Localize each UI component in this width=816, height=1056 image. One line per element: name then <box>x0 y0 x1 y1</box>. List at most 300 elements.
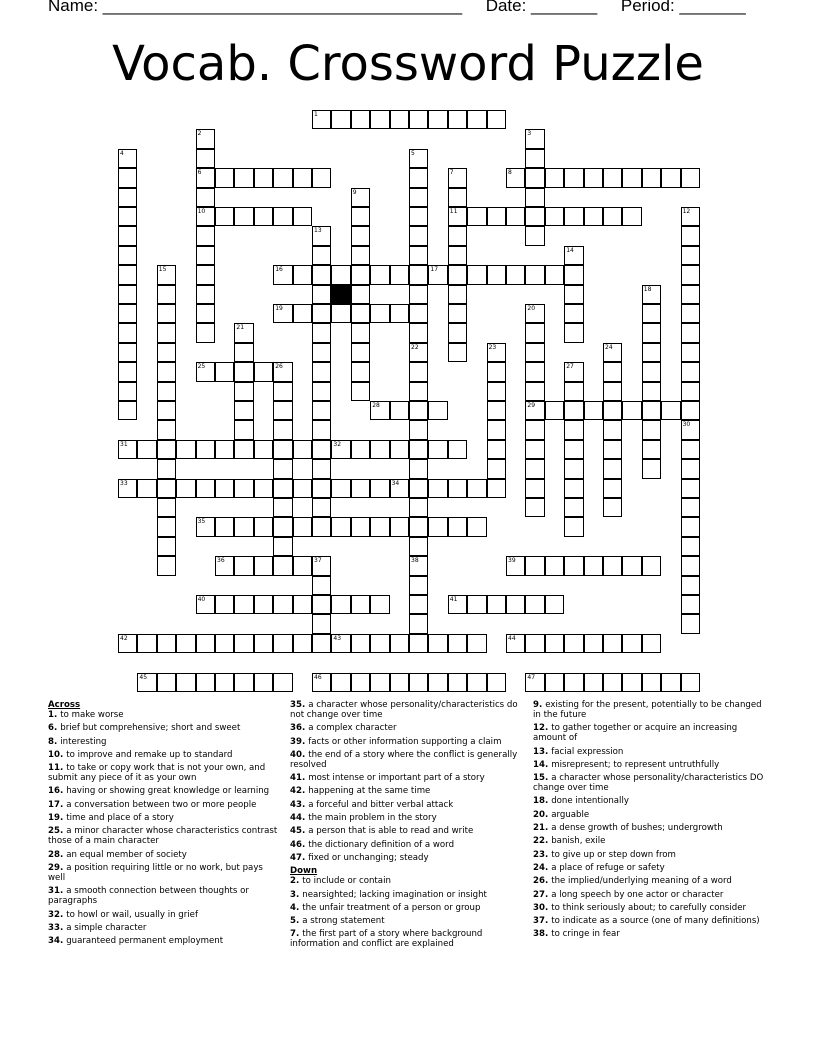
crossword-cell[interactable] <box>642 304 661 323</box>
crossword-cell[interactable] <box>584 207 603 226</box>
crossword-cell[interactable] <box>118 226 137 245</box>
crossword-cell[interactable] <box>157 634 176 653</box>
crossword-cell[interactable] <box>448 188 467 207</box>
crossword-cell[interactable] <box>351 304 370 323</box>
crossword-cell[interactable] <box>273 401 292 420</box>
crossword-cell[interactable] <box>409 576 428 595</box>
crossword-cell[interactable] <box>254 168 273 187</box>
crossword-cell[interactable] <box>681 576 700 595</box>
crossword-cell[interactable] <box>428 110 447 129</box>
crossword-cell[interactable] <box>545 634 564 653</box>
crossword-cell[interactable] <box>525 343 544 362</box>
crossword-cell[interactable] <box>409 110 428 129</box>
crossword-cell[interactable] <box>234 479 253 498</box>
crossword-cell[interactable] <box>409 246 428 265</box>
crossword-cell[interactable] <box>409 207 428 226</box>
crossword-cell[interactable] <box>215 634 234 653</box>
crossword-cell[interactable] <box>603 420 622 439</box>
crossword-cell[interactable] <box>564 401 583 420</box>
crossword-cell[interactable] <box>564 304 583 323</box>
crossword-cell[interactable] <box>564 440 583 459</box>
crossword-cell[interactable] <box>273 634 292 653</box>
crossword-cell[interactable] <box>564 362 583 381</box>
crossword-cell[interactable] <box>564 634 583 653</box>
crossword-cell[interactable] <box>525 556 544 575</box>
crossword-cell[interactable] <box>137 634 156 653</box>
crossword-cell[interactable] <box>312 362 331 381</box>
crossword-cell[interactable] <box>234 420 253 439</box>
crossword-cell[interactable] <box>312 304 331 323</box>
crossword-cell[interactable] <box>196 634 215 653</box>
crossword-cell[interactable] <box>681 440 700 459</box>
crossword-cell[interactable] <box>234 207 253 226</box>
crossword-cell[interactable] <box>409 634 428 653</box>
crossword-cell[interactable] <box>448 673 467 692</box>
crossword-cell[interactable] <box>254 362 273 381</box>
crossword-cell[interactable] <box>370 440 389 459</box>
crossword-cell[interactable] <box>525 304 544 323</box>
crossword-cell[interactable] <box>118 188 137 207</box>
crossword-cell[interactable] <box>370 479 389 498</box>
crossword-cell[interactable] <box>273 479 292 498</box>
crossword-cell[interactable] <box>409 479 428 498</box>
crossword-cell[interactable] <box>157 459 176 478</box>
crossword-cell[interactable] <box>157 420 176 439</box>
crossword-cell[interactable] <box>157 285 176 304</box>
crossword-cell[interactable] <box>196 226 215 245</box>
crossword-cell[interactable] <box>642 285 661 304</box>
crossword-cell[interactable] <box>525 401 544 420</box>
crossword-cell[interactable] <box>196 595 215 614</box>
crossword-cell[interactable] <box>390 479 409 498</box>
crossword-cell[interactable] <box>525 168 544 187</box>
crossword-cell[interactable] <box>196 188 215 207</box>
crossword-cell[interactable] <box>428 673 447 692</box>
crossword-cell[interactable] <box>390 304 409 323</box>
crossword-cell[interactable] <box>351 382 370 401</box>
crossword-cell[interactable] <box>448 168 467 187</box>
crossword-cell[interactable] <box>351 595 370 614</box>
crossword-cell[interactable] <box>525 459 544 478</box>
crossword-cell[interactable] <box>525 420 544 439</box>
crossword-cell[interactable] <box>428 479 447 498</box>
crossword-cell[interactable] <box>448 517 467 536</box>
crossword-cell[interactable] <box>681 595 700 614</box>
crossword-cell[interactable] <box>487 265 506 284</box>
crossword-cell[interactable] <box>642 401 661 420</box>
crossword-cell[interactable] <box>642 556 661 575</box>
crossword-cell[interactable] <box>234 556 253 575</box>
crossword-cell[interactable] <box>234 323 253 342</box>
crossword-cell[interactable] <box>428 634 447 653</box>
crossword-cell[interactable] <box>487 110 506 129</box>
crossword-cell[interactable] <box>118 440 137 459</box>
crossword-cell[interactable] <box>215 595 234 614</box>
crossword-cell[interactable] <box>351 226 370 245</box>
crossword-cell[interactable] <box>293 479 312 498</box>
crossword-cell[interactable] <box>525 673 544 692</box>
crossword-cell[interactable] <box>370 595 389 614</box>
crossword-cell[interactable] <box>409 362 428 381</box>
crossword-cell[interactable] <box>118 401 137 420</box>
crossword-cell[interactable] <box>545 265 564 284</box>
crossword-cell[interactable] <box>564 265 583 284</box>
crossword-cell[interactable] <box>351 634 370 653</box>
crossword-cell[interactable] <box>118 479 137 498</box>
crossword-cell[interactable] <box>448 285 467 304</box>
crossword-cell[interactable] <box>390 110 409 129</box>
crossword-cell[interactable] <box>215 362 234 381</box>
crossword-cell[interactable] <box>331 479 350 498</box>
crossword-cell[interactable] <box>215 207 234 226</box>
crossword-cell[interactable] <box>157 479 176 498</box>
crossword-cell[interactable] <box>196 207 215 226</box>
crossword-cell[interactable] <box>254 207 273 226</box>
crossword-cell[interactable] <box>351 479 370 498</box>
crossword-cell[interactable] <box>467 479 486 498</box>
crossword-cell[interactable] <box>525 129 544 148</box>
crossword-cell[interactable] <box>312 382 331 401</box>
crossword-cell[interactable] <box>390 673 409 692</box>
crossword-cell[interactable] <box>409 673 428 692</box>
crossword-cell[interactable] <box>681 498 700 517</box>
crossword-cell[interactable] <box>293 207 312 226</box>
crossword-cell[interactable] <box>642 362 661 381</box>
crossword-cell[interactable] <box>351 673 370 692</box>
crossword-cell[interactable] <box>331 634 350 653</box>
crossword-cell[interactable] <box>564 420 583 439</box>
crossword-cell[interactable] <box>603 362 622 381</box>
crossword-cell[interactable] <box>273 420 292 439</box>
crossword-cell[interactable] <box>545 207 564 226</box>
crossword-cell[interactable] <box>390 517 409 536</box>
period-field[interactable]: Period: _______ <box>620 0 746 15</box>
crossword-cell[interactable] <box>390 634 409 653</box>
crossword-cell[interactable] <box>176 634 195 653</box>
crossword-cell[interactable] <box>273 168 292 187</box>
crossword-cell[interactable] <box>312 459 331 478</box>
crossword-cell[interactable] <box>370 265 389 284</box>
crossword-cell[interactable] <box>681 265 700 284</box>
crossword-cell[interactable] <box>157 673 176 692</box>
crossword-cell[interactable] <box>118 246 137 265</box>
crossword-cell[interactable] <box>487 459 506 478</box>
crossword-cell[interactable] <box>215 517 234 536</box>
crossword-cell[interactable] <box>273 440 292 459</box>
crossword-cell[interactable] <box>196 362 215 381</box>
crossword-cell[interactable] <box>525 323 544 342</box>
crossword-cell[interactable] <box>525 634 544 653</box>
crossword-cell[interactable] <box>331 440 350 459</box>
crossword-cell[interactable] <box>370 110 389 129</box>
crossword-cell[interactable] <box>351 362 370 381</box>
crossword-cell[interactable] <box>448 110 467 129</box>
crossword-cell[interactable] <box>196 129 215 148</box>
crossword-cell[interactable] <box>584 168 603 187</box>
crossword-cell[interactable] <box>525 149 544 168</box>
crossword-cell[interactable] <box>545 401 564 420</box>
crossword-cell[interactable] <box>642 382 661 401</box>
crossword-cell[interactable] <box>273 304 292 323</box>
crossword-cell[interactable] <box>409 459 428 478</box>
crossword-cell[interactable] <box>196 246 215 265</box>
crossword-cell[interactable] <box>681 420 700 439</box>
crossword-cell[interactable] <box>642 459 661 478</box>
crossword-cell[interactable] <box>487 440 506 459</box>
crossword-cell[interactable] <box>564 556 583 575</box>
crossword-cell[interactable] <box>467 265 486 284</box>
crossword-cell[interactable] <box>157 440 176 459</box>
crossword-cell[interactable] <box>273 498 292 517</box>
crossword-cell[interactable] <box>525 362 544 381</box>
crossword-cell[interactable] <box>603 343 622 362</box>
crossword-cell[interactable] <box>642 420 661 439</box>
date-field[interactable]: Date: _______ <box>485 0 598 15</box>
crossword-cell[interactable] <box>312 285 331 304</box>
crossword-cell[interactable] <box>312 420 331 439</box>
crossword-cell[interactable] <box>293 634 312 653</box>
crossword-cell[interactable] <box>234 517 253 536</box>
crossword-cell[interactable] <box>487 479 506 498</box>
crossword-cell[interactable] <box>331 673 350 692</box>
crossword-cell[interactable] <box>681 285 700 304</box>
crossword-cell[interactable] <box>448 246 467 265</box>
crossword-cell[interactable] <box>196 440 215 459</box>
crossword-cell[interactable] <box>215 673 234 692</box>
crossword-cell[interactable] <box>331 265 350 284</box>
crossword-cell[interactable] <box>642 323 661 342</box>
crossword-cell[interactable] <box>448 226 467 245</box>
crossword-cell[interactable] <box>234 634 253 653</box>
crossword-cell[interactable] <box>409 614 428 633</box>
crossword-cell[interactable] <box>681 226 700 245</box>
crossword-cell[interactable] <box>118 362 137 381</box>
crossword-cell[interactable] <box>137 673 156 692</box>
crossword-cell[interactable] <box>293 595 312 614</box>
crossword-cell[interactable] <box>293 265 312 284</box>
crossword-cell[interactable] <box>448 479 467 498</box>
crossword-cell[interactable] <box>428 401 447 420</box>
crossword-cell[interactable] <box>215 556 234 575</box>
crossword-cell[interactable] <box>642 673 661 692</box>
crossword-cell[interactable] <box>118 265 137 284</box>
crossword-cell[interactable] <box>118 207 137 226</box>
crossword-cell[interactable] <box>467 517 486 536</box>
crossword-cell[interactable] <box>642 634 661 653</box>
crossword-cell[interactable] <box>157 382 176 401</box>
crossword-cell[interactable] <box>681 343 700 362</box>
crossword-cell[interactable] <box>312 246 331 265</box>
crossword-cell[interactable] <box>312 673 331 692</box>
crossword-cell[interactable] <box>603 401 622 420</box>
crossword-cell[interactable] <box>312 556 331 575</box>
crossword-cell[interactable] <box>254 517 273 536</box>
crossword-cell[interactable] <box>157 556 176 575</box>
crossword-cell[interactable] <box>622 168 641 187</box>
crossword-cell[interactable] <box>409 595 428 614</box>
crossword-cell[interactable] <box>234 673 253 692</box>
crossword-cell[interactable] <box>331 595 350 614</box>
crossword-cell[interactable] <box>196 285 215 304</box>
crossword-cell[interactable] <box>467 634 486 653</box>
crossword-cell[interactable] <box>409 420 428 439</box>
crossword-cell[interactable] <box>176 479 195 498</box>
crossword-cell[interactable] <box>331 517 350 536</box>
crossword-cell[interactable] <box>448 440 467 459</box>
crossword-cell[interactable] <box>487 382 506 401</box>
crossword-cell[interactable] <box>390 440 409 459</box>
crossword-cell[interactable] <box>448 304 467 323</box>
crossword-cell[interactable] <box>525 498 544 517</box>
crossword-cell[interactable] <box>273 382 292 401</box>
crossword-cell[interactable] <box>312 440 331 459</box>
crossword-cell[interactable] <box>603 498 622 517</box>
crossword-cell[interactable] <box>234 595 253 614</box>
crossword-cell[interactable] <box>215 440 234 459</box>
crossword-cell[interactable] <box>312 634 331 653</box>
crossword-cell[interactable] <box>273 362 292 381</box>
crossword-cell[interactable] <box>351 517 370 536</box>
crossword-cell[interactable] <box>351 207 370 226</box>
crossword-cell[interactable] <box>293 168 312 187</box>
crossword-cell[interactable] <box>642 440 661 459</box>
crossword-cell[interactable] <box>312 479 331 498</box>
crossword-cell[interactable] <box>118 168 137 187</box>
crossword-cell[interactable] <box>157 323 176 342</box>
crossword-cell[interactable] <box>661 401 680 420</box>
crossword-cell[interactable] <box>603 440 622 459</box>
crossword-cell[interactable] <box>603 479 622 498</box>
crossword-cell[interactable] <box>622 207 641 226</box>
crossword-cell[interactable] <box>448 323 467 342</box>
crossword-cell[interactable] <box>525 382 544 401</box>
crossword-cell[interactable] <box>351 246 370 265</box>
crossword-cell[interactable] <box>603 556 622 575</box>
crossword-cell[interactable] <box>234 168 253 187</box>
crossword-cell[interactable] <box>409 265 428 284</box>
crossword-cell[interactable] <box>409 323 428 342</box>
crossword-cell[interactable] <box>254 673 273 692</box>
crossword-cell[interactable] <box>254 556 273 575</box>
crossword-cell[interactable] <box>506 556 525 575</box>
crossword-cell[interactable] <box>603 382 622 401</box>
crossword-cell[interactable] <box>273 459 292 478</box>
crossword-cell[interactable] <box>681 382 700 401</box>
crossword-cell[interactable] <box>525 226 544 245</box>
crossword-cell[interactable] <box>681 479 700 498</box>
crossword-cell[interactable] <box>642 343 661 362</box>
crossword-cell[interactable] <box>409 498 428 517</box>
crossword-cell[interactable] <box>681 168 700 187</box>
crossword-cell[interactable] <box>409 401 428 420</box>
crossword-cell[interactable] <box>273 595 292 614</box>
crossword-cell[interactable] <box>196 323 215 342</box>
crossword-cell[interactable] <box>370 401 389 420</box>
crossword-cell[interactable] <box>370 673 389 692</box>
crossword-cell[interactable] <box>467 207 486 226</box>
crossword-cell[interactable] <box>215 168 234 187</box>
crossword-cell[interactable] <box>293 517 312 536</box>
crossword-cell[interactable] <box>137 479 156 498</box>
crossword-cell[interactable] <box>487 362 506 381</box>
crossword-cell[interactable] <box>157 537 176 556</box>
crossword-cell[interactable] <box>409 537 428 556</box>
crossword-cell[interactable] <box>564 673 583 692</box>
crossword-cell[interactable] <box>118 382 137 401</box>
crossword-cell[interactable] <box>661 673 680 692</box>
crossword-cell[interactable] <box>564 285 583 304</box>
crossword-cell[interactable] <box>428 440 447 459</box>
crossword-cell[interactable] <box>157 304 176 323</box>
crossword-cell[interactable] <box>312 498 331 517</box>
crossword-cell[interactable] <box>409 304 428 323</box>
crossword-cell[interactable] <box>176 440 195 459</box>
crossword-cell[interactable] <box>681 556 700 575</box>
name-field[interactable]: Name: ______________________________________ <box>48 0 463 15</box>
crossword-cell[interactable] <box>312 576 331 595</box>
crossword-cell[interactable] <box>506 634 525 653</box>
crossword-cell[interactable] <box>370 634 389 653</box>
crossword-cell[interactable] <box>215 479 234 498</box>
crossword-cell[interactable] <box>370 517 389 536</box>
crossword-cell[interactable] <box>351 188 370 207</box>
crossword-cell[interactable] <box>448 595 467 614</box>
crossword-cell[interactable] <box>487 343 506 362</box>
crossword-cell[interactable] <box>525 595 544 614</box>
crossword-cell[interactable] <box>584 556 603 575</box>
crossword-cell[interactable] <box>564 459 583 478</box>
crossword-cell[interactable] <box>603 207 622 226</box>
crossword-cell[interactable] <box>681 362 700 381</box>
crossword-cell[interactable] <box>312 595 331 614</box>
crossword-cell[interactable] <box>487 401 506 420</box>
crossword-cell[interactable] <box>681 517 700 536</box>
crossword-cell[interactable] <box>681 401 700 420</box>
crossword-cell[interactable] <box>137 440 156 459</box>
crossword-cell[interactable] <box>196 265 215 284</box>
crossword-cell[interactable] <box>409 285 428 304</box>
crossword-cell[interactable] <box>157 517 176 536</box>
crossword-cell[interactable] <box>254 634 273 653</box>
crossword-cell[interactable] <box>584 634 603 653</box>
crossword-cell[interactable] <box>118 343 137 362</box>
crossword-cell[interactable] <box>681 246 700 265</box>
crossword-cell[interactable] <box>506 207 525 226</box>
crossword-cell[interactable] <box>487 207 506 226</box>
crossword-cell[interactable] <box>293 304 312 323</box>
crossword-cell[interactable] <box>254 479 273 498</box>
crossword-cell[interactable] <box>564 323 583 342</box>
crossword-cell[interactable] <box>603 168 622 187</box>
crossword-cell[interactable] <box>564 168 583 187</box>
crossword-cell[interactable] <box>681 207 700 226</box>
crossword-cell[interactable] <box>351 440 370 459</box>
crossword-cell[interactable] <box>312 343 331 362</box>
crossword-cell[interactable] <box>157 343 176 362</box>
crossword-cell[interactable] <box>409 343 428 362</box>
crossword-cell[interactable] <box>409 188 428 207</box>
crossword-cell[interactable] <box>545 595 564 614</box>
crossword-cell[interactable] <box>428 265 447 284</box>
crossword-cell[interactable] <box>234 382 253 401</box>
crossword-cell[interactable] <box>157 265 176 284</box>
crossword-cell[interactable] <box>409 556 428 575</box>
crossword-cell[interactable] <box>564 246 583 265</box>
crossword-cell[interactable] <box>273 556 292 575</box>
crossword-cell[interactable] <box>390 401 409 420</box>
crossword-cell[interactable] <box>273 265 292 284</box>
crossword-cell[interactable] <box>681 459 700 478</box>
